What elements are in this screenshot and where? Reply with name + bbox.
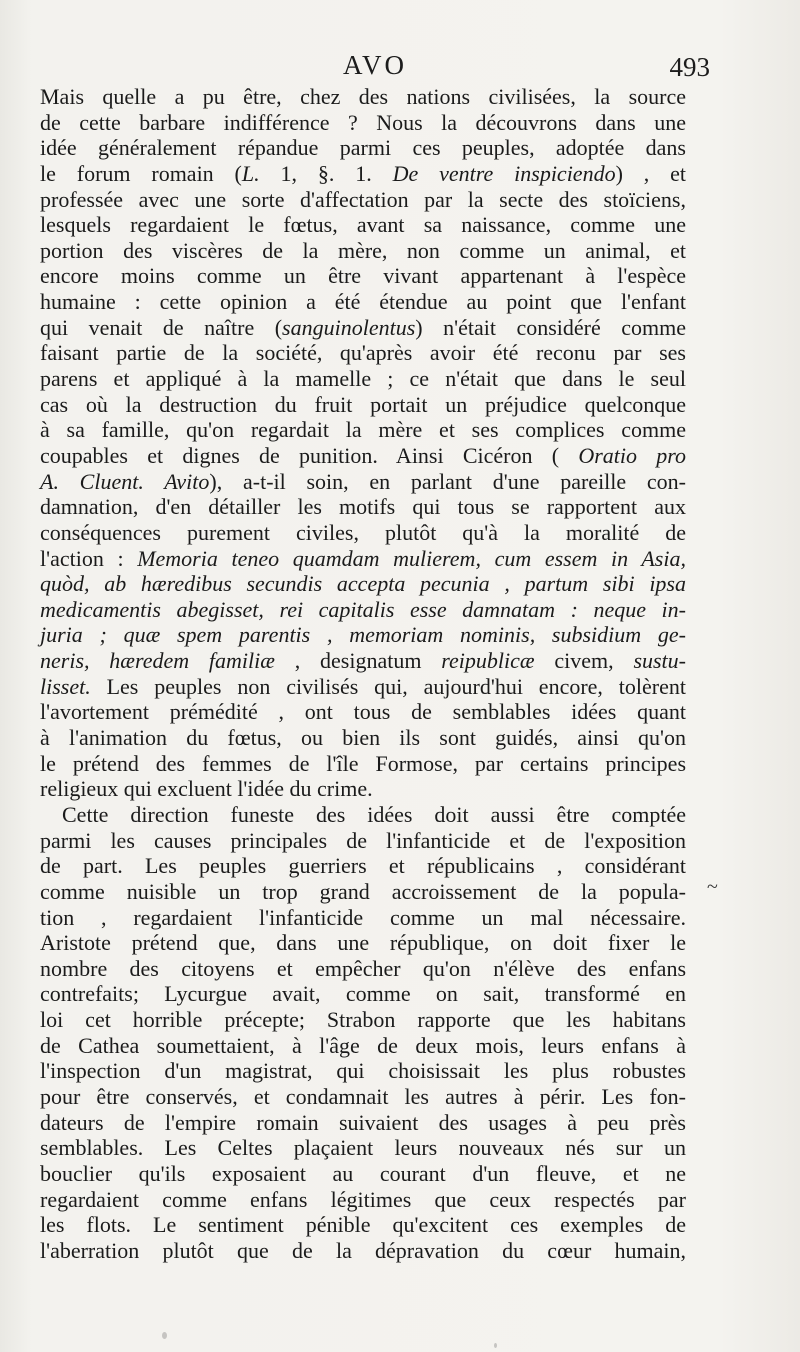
text-segment: ) n'était considéré comme [415, 314, 686, 340]
italic-text-segment: reipublicæ [441, 648, 535, 674]
text-segment: religieux qui excluent l'idée du crime. [40, 776, 373, 802]
text-line [40, 1084, 686, 1110]
text-line [40, 853, 686, 879]
italic-text-segment: quòd, ab hæredibus secundis accepta pecunia , partum sibi ipsa [40, 571, 686, 597]
text-segment: cas où la destruction du fruit portait un préjudice quelconque [40, 391, 686, 417]
text-segment: semblables. Les Celtes plaçaient leurs nouveaux nés sur un [40, 1135, 686, 1161]
text-segment: nombre des citoyens et empêcher qu'on n'élève des enfans [40, 955, 686, 981]
text-segment: contrefaits; Lycurgue avait, comme on sait, transformé en [40, 981, 686, 1007]
text-line [40, 1212, 686, 1238]
italic-text-segment: sanguinolentus [282, 314, 416, 340]
text-segment: tion , regardaient l'infanticide comme un mal nécessaire. [40, 904, 686, 930]
italic-text-segment: medicamentis abegisset, rei capitalis esse damnatam : neque in- [40, 596, 686, 622]
text-segment: de part. Les peuples guerriers et républicains , considérant [40, 853, 686, 879]
italic-text-segment: Memoria teneo quamdam mulierem, cum essem in Asia, [137, 545, 686, 571]
text-segment: professée avec une sorte d'affectation par la secte des stoïciens, [40, 186, 686, 212]
text-line [40, 340, 686, 366]
text-segment: faisant partie de la société, qu'après avoir été reconu par ses [40, 340, 686, 366]
text-line [40, 571, 686, 597]
italic-text-segment: Oratio pro [578, 442, 686, 468]
text-segment: ) , et [615, 160, 687, 186]
text-line [40, 776, 686, 802]
running-head: AVO [342, 50, 407, 80]
text-line [40, 751, 686, 777]
text-segment: de Cathea soumettaient, à l'âge de deux mois, leurs enfans à [40, 1032, 686, 1058]
text-segment: encore moins comme un être vivant appartenant à l'espèce [40, 263, 686, 289]
text-line [40, 84, 686, 110]
text-segment: l'avortement prémédité , ont tous de semblables idées quant [40, 699, 686, 725]
text-line [40, 315, 686, 341]
text-line [40, 879, 686, 905]
text-line [40, 417, 686, 443]
text-line [40, 930, 686, 956]
ink-speck [162, 1332, 167, 1339]
text-line [40, 956, 686, 982]
text-line [40, 110, 686, 136]
text-segment: loi cet horrible précepte; Strabon rapporte que les habitans [40, 1007, 686, 1033]
text-segment: l'action : [40, 545, 138, 571]
italic-text-segment: lisset. [40, 673, 91, 699]
italic-text-segment: neris, hæredem familiæ [40, 648, 275, 674]
text-line [40, 212, 686, 238]
text-line [40, 520, 686, 546]
text-line [40, 1135, 686, 1161]
text-segment: civem, [534, 648, 634, 674]
text-segment: idée généralement répandue parmi ces peuples, adoptée dans [40, 135, 686, 161]
text-line [40, 443, 686, 469]
text-segment: ), a-t-il soin, en parlant d'une pareille con- [209, 468, 687, 494]
text-segment: l'inspection d'un magistrat, qui choisissait les plus robustes [40, 1058, 686, 1084]
text-line [40, 392, 686, 418]
italic-text-segment: juria ; quæ spem parentis , memoriam nominis, subsidium ge- [40, 622, 686, 648]
text-segment: lesquels regardaient le fœtus, avant sa naissance, comme une [40, 212, 686, 238]
italic-text-segment: A. Cluent. Avito [40, 468, 210, 494]
text-line [40, 981, 686, 1007]
text-line [40, 648, 686, 674]
text-segment: parens et appliqué à la mamelle ; ce n'était que dans le seul [40, 366, 686, 392]
text-segment: damnation, d'en détailler les motifs qui tous se rapportent aux [40, 494, 686, 520]
text-segment: parmi les causes principales de l'infanticide et de l'exposition [40, 827, 686, 853]
text-line [40, 1110, 686, 1136]
margin-dash-mark: ~ [707, 876, 718, 898]
text-line [40, 622, 686, 648]
page-number: 493 [669, 52, 710, 82]
text-line [40, 699, 686, 725]
text-segment: le prétend des femmes de l'île Formose, par certains principes [40, 750, 686, 776]
text-segment: Aristote prétend que, dans une république, on doit fixer le [40, 930, 686, 956]
text-segment: Mais quelle a pu être, chez des nations civilisées, la source [40, 84, 686, 109]
text-line [40, 289, 686, 315]
text-line [40, 802, 686, 828]
text-segment: 1, §. 1. [259, 160, 393, 186]
page-header [40, 50, 710, 86]
text-segment: le forum romain ( [40, 160, 242, 186]
body-text [40, 84, 686, 1263]
text-line [40, 161, 686, 187]
text-line [40, 725, 686, 751]
text-line [40, 1238, 686, 1264]
text-line [40, 1058, 686, 1084]
text-segment: de cette barbare indifférence ? Nous la découvrons dans une [40, 109, 686, 135]
text-segment: comme nuisible un trop grand accroissement de la popula- [40, 878, 686, 904]
text-segment: Cette direction funeste des idées doit aussi être comptée [62, 801, 686, 827]
text-line [40, 366, 686, 392]
text-segment: les flots. Le sentiment pénible qu'excitent ces exemples de [40, 1212, 686, 1238]
text-segment: pour être conservés, et condamnait les autres à périr. Les fon- [40, 1083, 686, 1109]
text-line [40, 828, 686, 854]
text-segment: Les peuples non civilisés qui, aujourd'hui encore, tolèrent [90, 673, 686, 699]
text-line [40, 1161, 686, 1187]
text-segment: humaine : cette opinion a été étendue au point que l'enfant [40, 289, 686, 315]
italic-text-segment: De ventre inspiciendo [392, 160, 616, 186]
text-line [40, 187, 686, 213]
text-line [40, 597, 686, 623]
text-line [40, 1007, 686, 1033]
italic-text-segment: sustu- [633, 648, 686, 674]
text-segment: dateurs de l'empire romain suivaient des usages à peu près [40, 1109, 686, 1135]
text-segment: coupables et dignes de punition. Ainsi Cicéron ( [40, 442, 579, 468]
text-line [40, 674, 686, 700]
text-segment: l'aberration plutôt que de la dépravation du cœur humain, [40, 1237, 686, 1263]
text-segment: portion des viscères de la mère, non comme un animal, et [40, 237, 686, 263]
text-segment: , designatum [274, 648, 442, 674]
text-segment: regardaient comme enfans légitimes que ceux respectés par [40, 1186, 686, 1212]
text-line [40, 546, 686, 572]
text-line [40, 263, 686, 289]
text-line [40, 905, 686, 931]
italic-text-segment: L. [241, 160, 260, 186]
ink-speck [494, 1343, 497, 1348]
text-segment: qui venait de naître ( [40, 314, 283, 340]
text-segment: à sa famille, qu'on regardait la mère et ses complices comme [40, 417, 686, 443]
text-segment: bouclier qu'ils exposaient au courant d'un fleuve, et ne [40, 1160, 686, 1186]
text-segment: à l'animation du fœtus, ou bien ils sont guidés, ainsi qu'on [40, 725, 686, 751]
text-line [40, 494, 686, 520]
text-line [40, 1187, 686, 1213]
text-line [40, 135, 686, 161]
text-line [40, 469, 686, 495]
text-line [40, 1033, 686, 1059]
text-segment: conséquences purement civiles, plutôt qu'à la moralité de [40, 519, 686, 545]
text-line [40, 238, 686, 264]
